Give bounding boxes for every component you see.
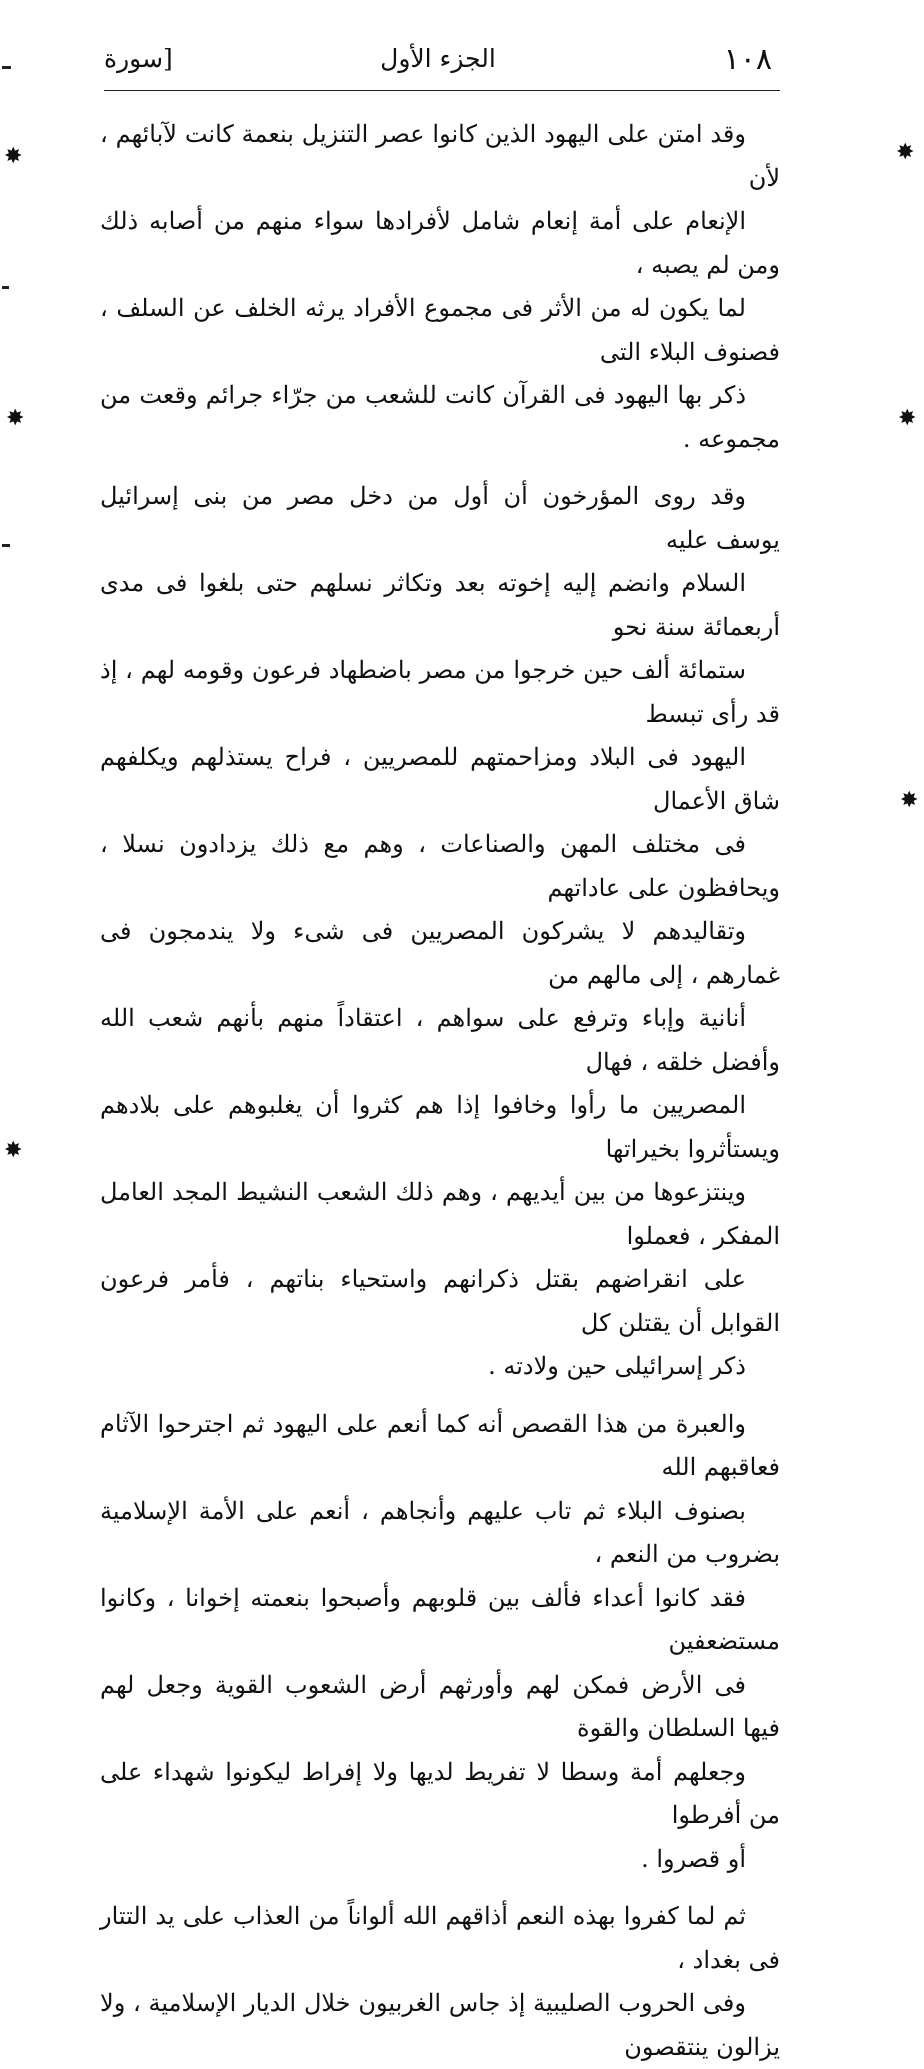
surah-label: [سورة [104,44,173,73]
text-line: وجعلهم أمة وسطا لا تفريط لديها ولا إفراط ليكونوا شهداء على من أفرطوا [100,1757,780,1829]
paragraph [100,475,780,1389]
text-line: بصنوف البلاء ثم تاب عليهم وأنجاهم ، أنعم على الأمة الإسلامية بضروب من النعم ، [100,1496,780,1568]
ink-blot: ✸ [4,144,23,169]
text-line: وتقاليدهم لا يشركون المصريين فى شىء ولا يندمجون فى غمارهم ، إلى مالهم من [100,917,780,989]
text-line: لما يكون له من الأثر فى مجموع الأفراد يرثه الخلف عن السلف ، فصنوف البلاء التى [100,294,780,366]
text-line: المصريين ما رأوا وخافوا إذا هم كثروا أن يغلبوهم على بلادهم ويستأثروا بخيراتها [100,1091,780,1163]
page-number: ١٠٨ [723,42,772,77]
text-line: ستمائة ألف حين خرجوا من مصر باضطهاد فرعون وقومه لهم ، إذ قد رأى تبسط [100,656,780,728]
text-line: وفى الحروب الصليبية إذ جاس الغربيون خلال الديار الإسلامية ، ولا يزالون ينتقصون [100,1989,780,2061]
scan-speck [2,66,11,69]
ink-blot: ✸ [896,140,915,165]
body-text [100,113,780,2069]
text-line: أو قصروا . [641,1844,746,1873]
text-line: السلام وانضم إليه إخوته بعد وتكاثر نسلهم حتى بلغوا فى مدى أربعمائة سنة نحو [100,569,780,641]
ink-blot: ✸ [898,406,917,431]
text-line: والعبرة من هذا القصص أنه كما أنعم على اليهود ثم اجترحوا الآثام فعاقبهم الله [100,1409,780,1481]
text-line: ذكر إسرائيلى حين ولادته . [488,1352,746,1380]
text-line: ثم لما كفروا بهذه النعم أذاقهم الله ألواناً من العذاب على يد التتار فى بغداد ، [100,1902,780,1974]
ink-blot: ✸ [6,406,25,431]
text-line: وينتزعوها من بين أيديهم ، وهم ذلك الشعب النشيط المجد العامل المفكر ، فعملوا [100,1178,780,1250]
text-line: أنانية وإباء وترفع على سواهم ، اعتقاداً منهم بأنهم شعب الله وأفضل خلقه ، فهال [100,1004,780,1076]
text-line: على انقراضهم بقتل ذكرانهم واستحياء بناتهم ، فأمر فرعون القوابل أن يقتلن كل [100,1265,780,1337]
scan-speck [2,286,9,289]
text-line: فى مختلف المهن والصناعات ، وهم مع ذلك يزدادون نسلا ، ويحافظون على عاداتهم [100,830,780,902]
header-rule [104,90,780,91]
text-line: ذكر بها اليهود فى القرآن كانت للشعب من جرّاء جرائم وقعت من مجموعه . [100,381,780,453]
paragraph [100,113,780,461]
text-line: فقد كانوا أعداء فألف بين قلوبهم وأصبحوا بنعمته إخوانا ، وكانوا مستضعفين [100,1583,780,1655]
paragraph [100,1403,780,1882]
ink-blot: ✸ [900,788,919,813]
paragraph-gap [100,461,780,475]
paragraph-gap [100,1389,780,1403]
paragraph-gap [100,1881,780,1895]
page-header [104,40,772,86]
text-line: وقد امتن على اليهود الذين كانوا عصر التنزيل بنعمة كانت لآبائهم ، لأن [100,120,780,192]
scan-speck [2,544,10,547]
text-line: اليهود فى البلاد ومزاحمتهم للمصريين ، فراح يستذلهم ويكلفهم شاق الأعمال [100,743,780,815]
text-line: فى الأرض فمكن لهم وأورثهم أرض الشعوب القوية وجعل لهم فيها السلطان والقوة [100,1670,780,1742]
text-line: وقد روى المؤرخون أن أول من دخل مصر من بنى إسرائيل يوسف عليه [100,482,780,554]
text-line: الإنعام على أمة إنعام شامل لأفرادها سواء منهم من أصابه ذلك ومن لم يصبه ، [100,207,780,279]
paragraph [100,1895,780,2069]
ink-blot: ✸ [4,1138,23,1163]
running-title: الجزء الأول [380,44,496,73]
